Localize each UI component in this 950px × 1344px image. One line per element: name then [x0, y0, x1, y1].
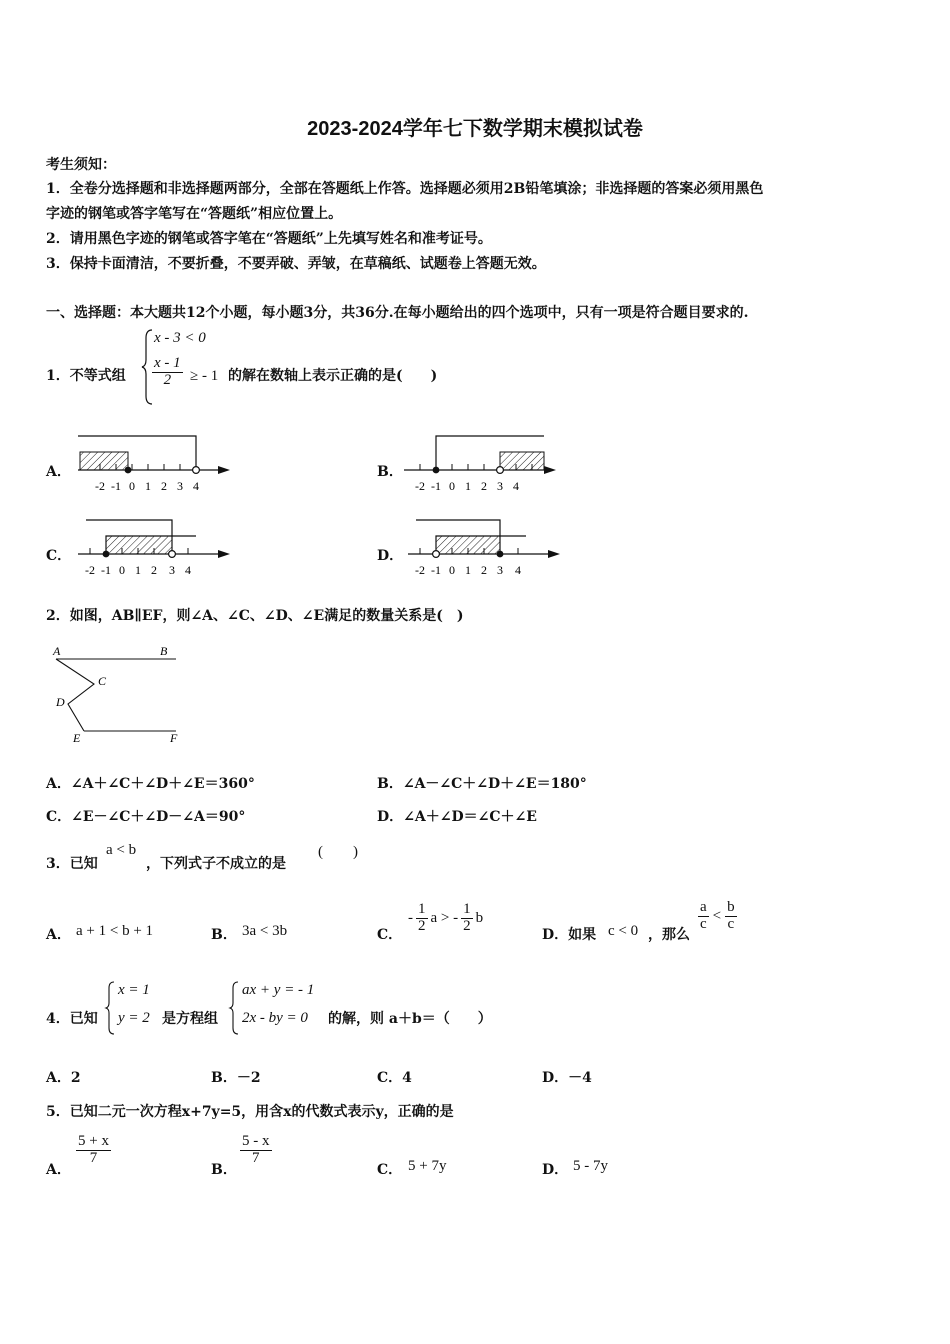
q3-option-a: a + 1 < b + 1	[76, 923, 154, 939]
q5-option-a	[76, 1134, 111, 1167]
notice-item-3: 3．保持卡面清洁，不要折叠，不要弄破、弄皱，在草稿纸、试题卷上答题无效。	[46, 256, 546, 272]
svg-text:-1: -1	[111, 479, 121, 493]
q5-option-a-label[interactable]: A．	[46, 1162, 71, 1178]
q1-suffix: 的解在数轴上表示正确的是( )	[228, 368, 438, 384]
notice-item-2: 2．请用黑色字迹的钢笔或答字笔在“答题纸”上先填写姓名和准考证号。	[46, 231, 492, 247]
q2-label-d: D	[56, 695, 65, 709]
q5-stem: 5．已知二元一次方程x+7y=5，用含x的代数式表示y，正确的是	[46, 1104, 454, 1120]
svg-text:4: 4	[185, 563, 191, 577]
q1-ineq2-rest: ≥ - 1	[190, 368, 219, 384]
q1-frac-num: x - 1	[154, 355, 181, 371]
notice-item-1: 1．全卷分选择题和非选择题两部分，全部在答题纸上作答。选择题必须用2B铅笔填涂；非选择题的答案必须用黑色	[46, 181, 764, 197]
q1-ineq1: x - 3 < 0	[154, 330, 206, 346]
q5-option-d-label[interactable]: D．	[542, 1162, 569, 1178]
svg-text:1: 1	[145, 479, 151, 493]
q2-label-b: B	[160, 644, 168, 658]
q4-eq1: ax + y = - 1	[242, 982, 315, 998]
q5-a-den: 7	[89, 1149, 98, 1166]
q2-label-e: E	[73, 731, 81, 745]
q1-number-line-a	[70, 430, 240, 498]
q3-option-b: 3a < 3b	[242, 923, 288, 939]
svg-text:3: 3	[497, 479, 503, 493]
q3-prefix: 3．已知	[46, 856, 98, 872]
q2-figure	[46, 640, 186, 748]
q1-option-a-label[interactable]: A．	[46, 464, 71, 480]
q3-d-den-2: c	[727, 915, 735, 932]
q3-c-mid: a > -	[430, 909, 459, 926]
q3-d-den-1: c	[700, 915, 707, 932]
q4-sol1: x = 1	[118, 982, 150, 998]
q1-option-c-label[interactable]: C．	[46, 548, 72, 564]
q2-option-b[interactable]: B．∠A－∠C＋∠D＋∠E＝180°	[377, 776, 587, 792]
q1-frac-den: 2	[163, 371, 172, 388]
q3-option-a-label[interactable]: A．	[46, 927, 71, 943]
notice-item-1-cont: 字迹的钢笔或答字笔写在“答题纸”相应位置上。	[46, 206, 343, 222]
svg-text:0: 0	[129, 479, 135, 493]
page-title: 2023-2024学年七下数学期末模拟试卷	[307, 118, 643, 140]
svg-text:-2: -2	[95, 479, 105, 493]
q3-suffix: ，下列式子不成立的是	[146, 856, 286, 872]
section-heading: 一、选择题：本大题共12个小题，每小题3分，共36分.在每小题给出的四个选项中，只有一项是符合题目要求的.	[46, 305, 749, 321]
q2-label-a: A	[53, 644, 61, 658]
svg-text:1: 1	[135, 563, 141, 577]
q2-label-f: F	[170, 731, 178, 745]
svg-text:3: 3	[177, 479, 183, 493]
q1-option-b-label[interactable]: B．	[377, 464, 403, 480]
q4-option-b[interactable]: B．－2	[211, 1070, 261, 1086]
q4-option-a[interactable]: A．2	[46, 1070, 81, 1086]
svg-text:-1: -1	[431, 479, 441, 493]
svg-text:2: 2	[161, 479, 167, 493]
notice-heading: 考生须知：	[46, 157, 116, 173]
q1-number-line-b	[400, 430, 570, 498]
q5-b-den: 7	[252, 1149, 260, 1166]
svg-text:-1: -1	[431, 563, 441, 577]
q1-number-line-c	[70, 514, 240, 582]
q3-d-num-a: a	[700, 899, 707, 915]
q3-option-d	[698, 900, 737, 933]
q1-prefix: 1．不等式组	[46, 368, 126, 384]
q3-condition: a < b	[106, 842, 137, 858]
svg-text:2: 2	[481, 563, 487, 577]
svg-text:4: 4	[515, 563, 521, 577]
q5-option-b	[240, 1134, 272, 1167]
q3-d-num-b: b	[727, 899, 735, 915]
svg-text:4: 4	[193, 479, 199, 493]
q3-d-then: ，那么	[648, 927, 690, 943]
q4-prefix: 4．已知	[46, 1011, 98, 1027]
q5-b-num: 5 - x	[242, 1133, 270, 1149]
q2-option-a[interactable]: A．∠A＋∠C＋∠D＋∠E＝360°	[46, 776, 255, 792]
q3-option-c-label[interactable]: C．	[377, 927, 403, 943]
q2-label-c: C	[98, 674, 107, 688]
q2-option-c[interactable]: C．∠E－∠C＋∠D－∠A＝90°	[46, 809, 246, 825]
svg-text:1: 1	[465, 563, 471, 577]
svg-text:0: 0	[449, 479, 455, 493]
svg-text:-2: -2	[85, 563, 95, 577]
q5-option-b-label[interactable]: B．	[211, 1162, 237, 1178]
q3-c-end: b	[475, 909, 484, 926]
q4-brace-2	[228, 980, 240, 1036]
q4-mid: 是方程组	[162, 1011, 218, 1027]
q2-stem: 2．如图，AB∥EF，则∠A、∠C、∠D、∠E满足的数量关系是( )	[46, 608, 464, 624]
q3-option-c	[408, 902, 483, 935]
q3-option-d-label[interactable]: D．如果	[542, 927, 597, 943]
q4-option-d[interactable]: D．－4	[542, 1070, 592, 1086]
q3-option-b-label[interactable]: B．	[211, 927, 237, 943]
q5-option-d: 5 - 7y	[573, 1158, 608, 1174]
q3-c-num2: 1	[463, 901, 471, 917]
svg-text:0: 0	[449, 563, 455, 577]
q3-d-lt: <	[712, 907, 722, 924]
q3-c-den2: 2	[463, 917, 471, 934]
q3-c-num1: 1	[418, 901, 426, 917]
q1-option-d-label[interactable]: D．	[377, 548, 404, 564]
svg-text:-2: -2	[415, 563, 425, 577]
svg-text:2: 2	[481, 479, 487, 493]
svg-text:-2: -2	[415, 479, 425, 493]
q5-a-num: 5 + x	[78, 1133, 109, 1149]
q3-c-minus: -	[408, 909, 413, 926]
svg-text:3: 3	[169, 563, 175, 577]
q1-number-line-d	[400, 514, 570, 582]
q2-option-d[interactable]: D．∠A＋∠D＝∠C＋∠E	[377, 809, 537, 825]
q5-option-c: 5 + 7y	[408, 1158, 447, 1174]
q3-paren: ( )	[318, 844, 358, 860]
q4-eq2: 2x - by = 0	[242, 1010, 308, 1026]
q3-c-den1: 2	[418, 917, 426, 934]
svg-text:2: 2	[151, 563, 157, 577]
svg-text:3: 3	[497, 563, 503, 577]
svg-text:0: 0	[119, 563, 125, 577]
q3-d-condition: c < 0	[608, 923, 639, 939]
q4-option-c[interactable]: C．4	[377, 1070, 412, 1086]
svg-text:1: 1	[465, 479, 471, 493]
svg-text:4: 4	[513, 479, 519, 493]
q4-suffix: 的解，则 a＋b＝（ ）	[328, 1011, 492, 1027]
q4-sol2: y = 2	[118, 1010, 150, 1026]
q4-brace-1	[104, 980, 116, 1036]
q1-fraction	[152, 356, 183, 389]
svg-text:-1: -1	[101, 563, 111, 577]
q5-option-c-label[interactable]: C．	[377, 1162, 403, 1178]
